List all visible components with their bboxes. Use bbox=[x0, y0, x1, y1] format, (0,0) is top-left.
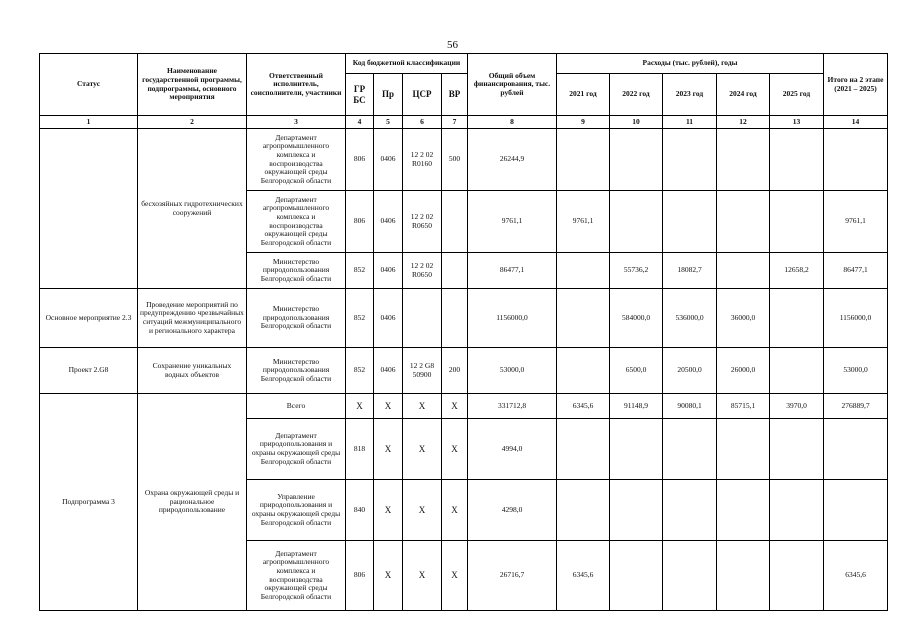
column-number-row bbox=[40, 116, 888, 129]
row-2024 bbox=[717, 480, 770, 541]
row-2021 bbox=[557, 253, 610, 289]
row-status: Проект 2.G8 bbox=[40, 348, 138, 394]
row-total: 331712,8 bbox=[468, 394, 557, 419]
col-number: 14 bbox=[824, 116, 888, 129]
row-responsible: Департамент агропромышленного комплекса и воспроизводства окружающей среды Белгородской области bbox=[247, 541, 346, 611]
row-csr: X bbox=[403, 419, 442, 480]
row-vr: 200 bbox=[442, 348, 468, 394]
col-number: 11 bbox=[663, 116, 717, 129]
row-pr: 0406 bbox=[374, 191, 403, 253]
row-2025 bbox=[770, 541, 824, 611]
row-grbs: 806 bbox=[346, 191, 374, 253]
col-number: 6 bbox=[403, 116, 442, 129]
row-2025 bbox=[770, 289, 824, 348]
row-csr: X bbox=[403, 394, 442, 419]
row-vr: X bbox=[442, 394, 468, 419]
row-responsible: Департамент агропромышленного комплекса и воспроизводства окружающей среды Белгородской области bbox=[247, 129, 346, 191]
header-row-1 bbox=[40, 54, 888, 74]
row-csr: 12 2 02 R0160 bbox=[403, 129, 442, 191]
row-stage-total: 6345,6 bbox=[824, 541, 888, 611]
row-vr: 500 bbox=[442, 129, 468, 191]
row-name: Проведение мероприятий по предупреждению чрезвычайных ситуаций межмуниципального и регионального характера bbox=[138, 289, 247, 348]
row-2024: 85715,1 bbox=[717, 394, 770, 419]
col-number: 3 bbox=[247, 116, 346, 129]
row-vr: X bbox=[442, 480, 468, 541]
row-total: 26716,7 bbox=[468, 541, 557, 611]
row-pr: X bbox=[374, 480, 403, 541]
table-row bbox=[40, 289, 888, 348]
row-stage-total bbox=[824, 129, 888, 191]
row-pr: 0406 bbox=[374, 348, 403, 394]
header-grbs: ГР БС bbox=[346, 74, 374, 116]
row-grbs: 806 bbox=[346, 541, 374, 611]
row-total: 9761,1 bbox=[468, 191, 557, 253]
col-number: 2 bbox=[138, 116, 247, 129]
row-status bbox=[40, 129, 138, 289]
row-2025 bbox=[770, 129, 824, 191]
row-pr: 0406 bbox=[374, 289, 403, 348]
table-row bbox=[40, 394, 888, 419]
row-2023 bbox=[663, 129, 717, 191]
row-total: 26244,9 bbox=[468, 129, 557, 191]
row-2023 bbox=[663, 541, 717, 611]
row-grbs: 852 bbox=[346, 253, 374, 289]
row-2021 bbox=[557, 419, 610, 480]
row-2025 bbox=[770, 419, 824, 480]
row-vr bbox=[442, 289, 468, 348]
row-2021 bbox=[557, 289, 610, 348]
col-number: 7 bbox=[442, 116, 468, 129]
header-2024: 2024 год bbox=[717, 74, 770, 116]
row-csr: 12 2 02 R0650 bbox=[403, 253, 442, 289]
row-grbs: 806 bbox=[346, 129, 374, 191]
row-total: 1156000,0 bbox=[468, 289, 557, 348]
row-2022 bbox=[610, 129, 663, 191]
col-number: 10 bbox=[610, 116, 663, 129]
header-2025: 2025 год bbox=[770, 74, 824, 116]
row-status: Подпрограмма 3 bbox=[40, 394, 138, 611]
row-name: Сохранение уникальных водных объектов bbox=[138, 348, 247, 394]
row-2023 bbox=[663, 480, 717, 541]
row-total: 4298,0 bbox=[468, 480, 557, 541]
row-pr: 0406 bbox=[374, 253, 403, 289]
header-expenses: Расходы (тыс. рублей), годы bbox=[557, 54, 824, 74]
row-2023: 18082,7 bbox=[663, 253, 717, 289]
page-number: 56 bbox=[447, 39, 458, 51]
header-2022: 2022 год bbox=[610, 74, 663, 116]
header-stage-total: Итого на 2 этапе (2021 – 2025) bbox=[824, 54, 888, 116]
row-2024 bbox=[717, 253, 770, 289]
row-2024 bbox=[717, 419, 770, 480]
row-responsible: Департамент природопользования и охраны окружающей среды Белгородской области bbox=[247, 419, 346, 480]
header-csr: ЦСР bbox=[403, 74, 442, 116]
header-pr: Пр bbox=[374, 74, 403, 116]
row-2021 bbox=[557, 480, 610, 541]
row-csr: X bbox=[403, 541, 442, 611]
table-row bbox=[40, 129, 888, 191]
row-pr: 0406 bbox=[374, 129, 403, 191]
row-responsible: Департамент агропромышленного комплекса и воспроизводства окружающей среды Белгородской области bbox=[247, 191, 346, 253]
row-stage-total: 53000,0 bbox=[824, 348, 888, 394]
row-2024: 36000,0 bbox=[717, 289, 770, 348]
row-2025 bbox=[770, 191, 824, 253]
header-total: Общий объем финансирования, тыс. рублей bbox=[468, 54, 557, 116]
col-number: 5 bbox=[374, 116, 403, 129]
row-2023: 536000,0 bbox=[663, 289, 717, 348]
row-vr bbox=[442, 191, 468, 253]
row-2022 bbox=[610, 419, 663, 480]
row-csr bbox=[403, 289, 442, 348]
row-responsible: Министерство природопользования Белгородской области bbox=[247, 289, 346, 348]
row-pr: X bbox=[374, 394, 403, 419]
row-total: 53000,0 bbox=[468, 348, 557, 394]
table-row bbox=[40, 348, 888, 394]
row-2021: 9761,1 bbox=[557, 191, 610, 253]
row-grbs: 852 bbox=[346, 348, 374, 394]
row-2025: 12658,2 bbox=[770, 253, 824, 289]
row-vr bbox=[442, 253, 468, 289]
row-2021 bbox=[557, 348, 610, 394]
header-name: Наименование государственной программы, подпрограммы, основного мероприятия bbox=[138, 54, 247, 116]
col-number: 12 bbox=[717, 116, 770, 129]
header-budget-code: Код бюджетной классификации bbox=[346, 54, 468, 74]
row-csr: 12 2 02 R0650 bbox=[403, 191, 442, 253]
header-2023: 2023 год bbox=[663, 74, 717, 116]
row-grbs: X bbox=[346, 394, 374, 419]
budget-table bbox=[39, 53, 888, 611]
row-name: бесхозяйных гидротехнических сооружений bbox=[138, 129, 247, 289]
row-2022 bbox=[610, 191, 663, 253]
row-csr: 12 2 G8 50900 bbox=[403, 348, 442, 394]
row-stage-total bbox=[824, 480, 888, 541]
row-grbs: 852 bbox=[346, 289, 374, 348]
header-2021: 2021 год bbox=[557, 74, 610, 116]
row-responsible: Министерство природопользования Белгородской области bbox=[247, 253, 346, 289]
row-responsible: Всего bbox=[247, 394, 346, 419]
row-vr: X bbox=[442, 541, 468, 611]
row-2021 bbox=[557, 129, 610, 191]
row-2025 bbox=[770, 348, 824, 394]
row-2022: 91148,9 bbox=[610, 394, 663, 419]
row-responsible: Управление природопользования и охраны окружающей среды Белгородской области bbox=[247, 480, 346, 541]
row-stage-total: 86477,1 bbox=[824, 253, 888, 289]
col-number: 13 bbox=[770, 116, 824, 129]
col-number: 4 bbox=[346, 116, 374, 129]
row-stage-total: 1156000,0 bbox=[824, 289, 888, 348]
row-stage-total: 9761,1 bbox=[824, 191, 888, 253]
row-grbs: 840 bbox=[346, 480, 374, 541]
col-number: 9 bbox=[557, 116, 610, 129]
row-name: Охрана окружающей среды и рациональное природопользование bbox=[138, 394, 247, 611]
row-2023: 20500,0 bbox=[663, 348, 717, 394]
row-2022 bbox=[610, 480, 663, 541]
header-status: Статус bbox=[40, 54, 138, 116]
row-2023 bbox=[663, 191, 717, 253]
row-total: 4994,0 bbox=[468, 419, 557, 480]
row-2023 bbox=[663, 419, 717, 480]
row-2024 bbox=[717, 191, 770, 253]
row-pr: X bbox=[374, 541, 403, 611]
row-stage-total bbox=[824, 419, 888, 480]
header-responsible: Ответственный исполнитель, соисполнители, участники bbox=[247, 54, 346, 116]
col-number: 1 bbox=[40, 116, 138, 129]
row-vr: X bbox=[442, 419, 468, 480]
row-2022: 55736,2 bbox=[610, 253, 663, 289]
row-status: Основное мероприятие 2.3 bbox=[40, 289, 138, 348]
row-2022: 584000,0 bbox=[610, 289, 663, 348]
row-responsible: Министерство природопользования Белгородской области bbox=[247, 348, 346, 394]
row-csr: X bbox=[403, 480, 442, 541]
row-total: 86477,1 bbox=[468, 253, 557, 289]
row-pr: X bbox=[374, 419, 403, 480]
row-2024 bbox=[717, 541, 770, 611]
row-2025 bbox=[770, 480, 824, 541]
col-number: 8 bbox=[468, 116, 557, 129]
row-2025: 3970,0 bbox=[770, 394, 824, 419]
row-grbs: 818 bbox=[346, 419, 374, 480]
row-2022: 6500,0 bbox=[610, 348, 663, 394]
row-2021: 6345,6 bbox=[557, 541, 610, 611]
row-stage-total: 276889,7 bbox=[824, 394, 888, 419]
header-vr: ВР bbox=[442, 74, 468, 116]
row-2021: 6345,6 bbox=[557, 394, 610, 419]
row-2024: 26000,0 bbox=[717, 348, 770, 394]
row-2022 bbox=[610, 541, 663, 611]
row-2023: 90080,1 bbox=[663, 394, 717, 419]
row-2024 bbox=[717, 129, 770, 191]
